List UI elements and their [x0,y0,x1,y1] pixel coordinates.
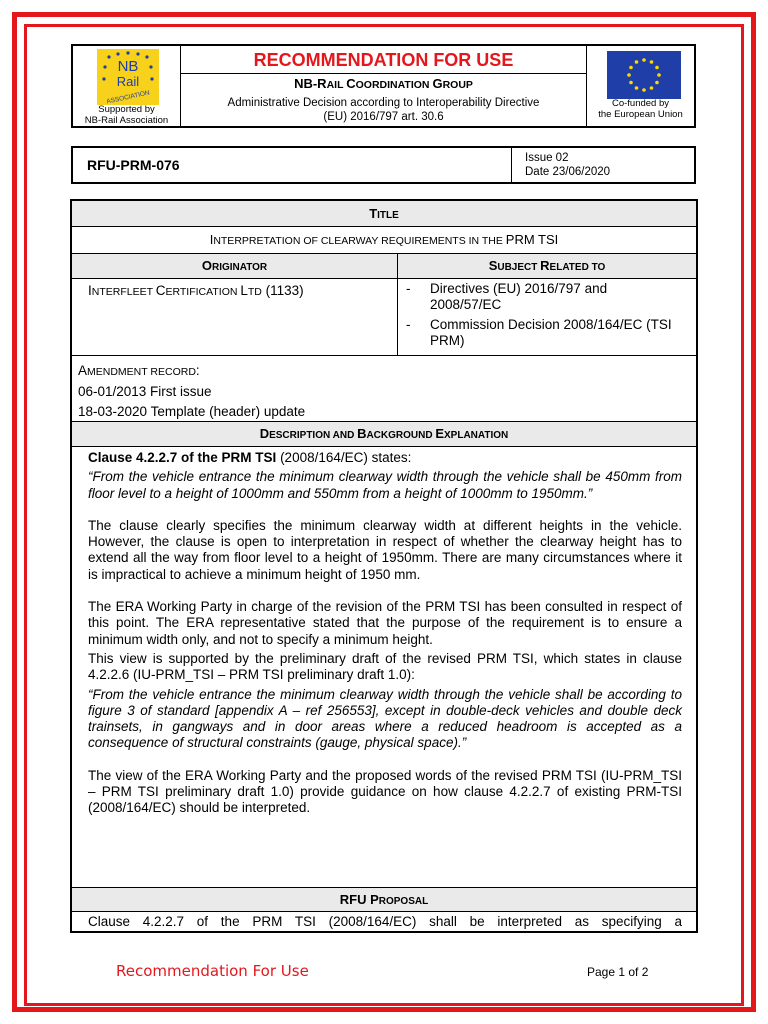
subject-dash: - [406,317,411,332]
supported-by-caption [73,104,180,126]
subject-item [406,317,676,349]
description-label: DESCRIPTION AND BACKGROUND EXPLANATION [259,426,509,441]
proposal-label-b: ROPOSAL [378,896,429,907]
originator-subject-header-row [72,254,696,279]
title-label: TITLE [369,206,399,221]
subject-item [406,281,676,313]
amendment-record [78,361,305,422]
clause-bold: Clause 4.2.2.7 of the PRM TSI [88,450,277,465]
header-title: RECOMMENDATION FOR USE [180,48,587,74]
proposal-text: Clause 4.2.2.7 of the PRM TSI (2008/164/EC) shall be interpreted as specifying a [88,914,682,929]
amendment-label: AMENDMENT RECORD: [78,363,200,378]
paragraph-4: The view of the ERA Working Party and the proposed words of the revised PRM TSI (IU-PRM_TSI – PRM TSI preliminary draft 1.0) provide guidance on how clause 4.2.2.7 of existing PRM-TSI (2008/164/EC) should be interpreted. [88,767,682,816]
proposal-header-row [72,887,696,912]
eu-flag-icon [607,51,681,99]
decision-line1: Administrative Decision according to Interoperability Directive [227,97,540,109]
column-divider [397,254,398,356]
supported-by-line2: NB-Rail Association [84,115,169,126]
amendment-entry: 06-01/2013 First issue [78,384,212,399]
group-c: C [346,76,356,91]
quote-clause-4-2-2-6: “From the vehicle entrance the minimum clearway width through the vehicle shall be according to figure 3 of standard [appendix A – ref 256553], except in double-deck vehicles and double deck trainsets, in gangways and in door areas where a reduced headroom is accepted as a consequence of structural constraints (gauge, physical space).” [88,686,682,751]
co-funded-line1: Co-funded by [611,98,670,109]
rfu-content-table [70,199,698,933]
document-id-box [71,146,696,184]
coordination-group-title [180,76,587,91]
eu-flag-cell [586,46,694,126]
group-rest1: AIL [326,79,347,91]
group-rest3: ROUP [442,79,473,91]
issue-number: Issue 02 [525,152,569,164]
document-id: RFU-PRM-076 [87,157,180,173]
logo-text-nb: NB [117,58,139,75]
issue-date: Date 23/06/2020 [525,166,611,178]
amendment-entry: 18-03-2020 Template (header) update [78,404,306,419]
paragraph-3: This view is supported by the preliminary draft of the revised PRM TSI, which states in clause 4.2.2.6 (IU-PRM_TSI – PRM TSI preliminary draft 1.0): [88,650,682,683]
nb-rail-logo [97,49,159,105]
title-value: INTERPRETATION OF CLEARWAY REQUIREMENTS IN THE PRM TSI [209,232,559,247]
decision-line2: (EU) 2016/797 art. 30.6 [323,111,444,123]
clause-rest: (2008/164/EC) states: [276,450,412,465]
subject-list [406,281,676,353]
group-g: G [432,76,443,91]
group-rest2: OORDINATION [355,79,433,91]
footer-label: Recommendation For Use [116,962,309,980]
originator-value: INTERFLEET CERTIFICATION LTD (1133) [88,283,304,298]
proposal-label-a: RFU P [339,892,379,907]
title-header-row [72,201,696,227]
subject-dash: - [406,281,411,296]
description-header-row [72,422,696,447]
page-number: Page 1 of 2 [587,965,649,979]
document-header [71,44,696,128]
paragraph-2: The ERA Working Party in charge of the revision of the PRM TSI has been consulted in respect of this point. The ERA representative stated that the purpose of the requirement is to ensure a minimum width only, and not to specify a minimum height. [88,599,682,647]
supported-by-line1: Supported by [98,104,155,115]
administrative-decision [186,96,581,124]
quote-clause-4-2-2-7: “From the vehicle entrance the minimum clearway width through the vehicle shall be 450mm from floor level to a height of 1000mm and 550mm from a height of 1000mm to 1950mm.” [88,469,682,501]
description-body [88,450,682,817]
clause-intro [88,450,682,466]
group-prefix: NB-R [294,76,327,91]
issue-date-cell [511,148,694,182]
paragraph-1: The clause clearly specifies the minimum clearway width at different heights in the vehicle. However, the clause is open to interpretation in respect of whether the clearway height has to extend all the way from floor level to a height of 1950mm. There are many circumstances where it is impractical to achieve a minimum height of 1950 mm. [88,517,682,582]
subject-text: Commission Decision 2008/164/EC (TSI PRM) [430,317,672,348]
logo-text-association: ASSOCIATION [105,89,151,105]
co-funded-line2: the European Union [598,109,683,120]
nb-rail-logo-cell [73,46,181,126]
logo-text-rail: Rail [116,74,140,89]
subject-label: SUBJECT RELATED TO [488,258,606,273]
subject-text: Directives (EU) 2016/797 and 2008/57/EC [430,281,608,312]
originator-label: ORIGINATOR [201,258,268,273]
header-title-cell [180,46,587,126]
title-value-row [72,227,696,254]
co-funded-caption [587,98,694,120]
